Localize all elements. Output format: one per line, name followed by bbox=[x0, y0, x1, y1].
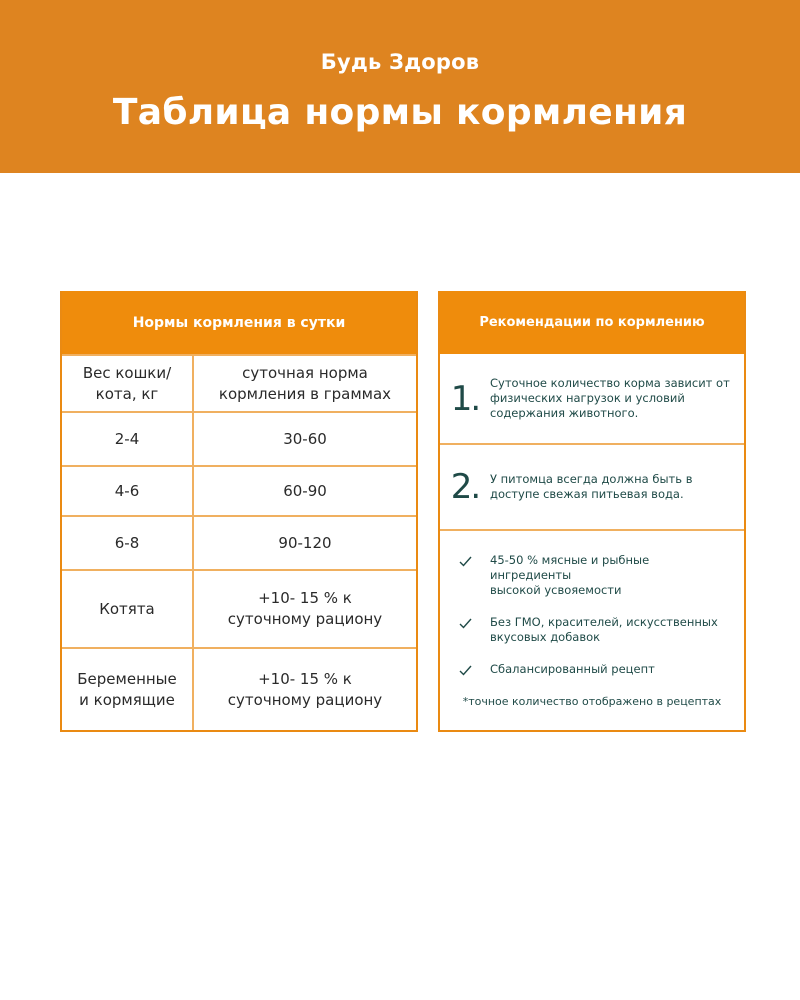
recommendation-number: 2. bbox=[450, 467, 480, 507]
benefit-text: Сбалансированный рецепт bbox=[490, 662, 655, 676]
recommendations-title: Рекомендации по кормлению bbox=[440, 291, 744, 354]
benefit-text: Без ГМО, красителей, искусственных вкусовых добавок bbox=[490, 615, 718, 644]
benefit-text: 45-50 % мясные и рыбные ингредиенты высокой усвояемости bbox=[490, 553, 650, 597]
norm-cell: +10- 15 % к суточному рациону bbox=[227, 669, 383, 709]
weight-cell: 6-8 bbox=[62, 517, 194, 569]
recommendation-item bbox=[440, 354, 744, 445]
list-item bbox=[440, 553, 744, 598]
weight-cell: 4-6 bbox=[62, 467, 194, 515]
column-header-weight: Вес кошки/ кота, кг bbox=[62, 356, 194, 411]
norm-cell: 90-120 bbox=[278, 533, 332, 552]
table-header-row bbox=[62, 354, 416, 411]
table-row bbox=[62, 411, 416, 465]
page-header bbox=[0, 0, 800, 173]
recommendation-text: Суточное количество корма зависит от физических нагрузок и условий содержания животного. bbox=[490, 376, 730, 420]
checkmark-icon bbox=[440, 553, 490, 567]
checkmark-icon bbox=[440, 662, 490, 676]
norm-cell: +10- 15 % к суточному рациону bbox=[227, 589, 383, 628]
footnote: *точное количество отображено в рецептах bbox=[462, 695, 722, 708]
weight-cell: Котята bbox=[62, 571, 194, 647]
weight-cell: 2-4 bbox=[62, 413, 194, 465]
norm-cell: 30-60 bbox=[283, 429, 327, 448]
page-title: Таблица нормы кормления bbox=[112, 92, 688, 133]
weight-cell: Беременные и кормящие bbox=[62, 649, 194, 730]
table-row bbox=[62, 647, 416, 730]
checkmark-icon bbox=[440, 615, 490, 629]
recommendation-item bbox=[440, 445, 744, 531]
list-item bbox=[440, 662, 744, 677]
table-row bbox=[62, 569, 416, 647]
feeding-table-title: Нормы кормления в сутки bbox=[62, 291, 416, 354]
recommendation-text: У питомца всегда должна быть в доступе свежая питьевая вода. bbox=[490, 472, 693, 501]
brand-name: Будь Здоров bbox=[320, 50, 480, 74]
recommendation-number: 1. bbox=[450, 378, 480, 419]
feeding-table bbox=[60, 291, 418, 732]
column-header-daily-norm: суточная норма кормления в граммах bbox=[218, 363, 392, 403]
list-item bbox=[440, 615, 744, 645]
table-row bbox=[62, 465, 416, 515]
norm-cell: 60-90 bbox=[283, 481, 327, 500]
benefits-list bbox=[440, 531, 744, 677]
recommendations-panel bbox=[438, 291, 746, 732]
table-row bbox=[62, 515, 416, 569]
